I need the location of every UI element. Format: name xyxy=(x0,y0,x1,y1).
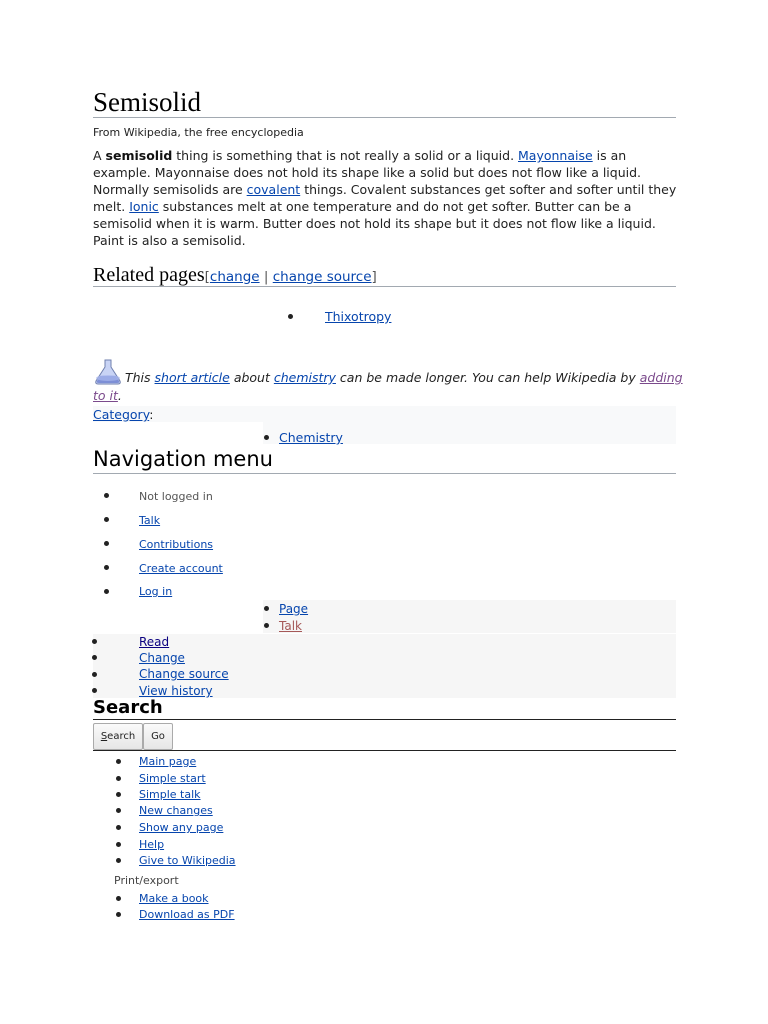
main-page-link[interactable]: Main page xyxy=(139,755,197,768)
bullet-icon xyxy=(116,825,121,830)
search-button-label: earch xyxy=(107,731,136,742)
change-link[interactable]: change xyxy=(209,269,260,285)
search-button[interactable]: Search xyxy=(93,723,143,750)
bullet-icon xyxy=(104,589,109,594)
print-export-heading: Print/export xyxy=(114,874,179,887)
edit-links: [change | change source] xyxy=(204,269,377,285)
log-in-link[interactable]: Log in xyxy=(139,585,173,598)
bullet-icon xyxy=(116,896,121,901)
tagline: From Wikipedia, the free encyclopedia xyxy=(93,126,304,139)
simple-talk-link[interactable]: Simple talk xyxy=(139,788,201,801)
bullet-icon xyxy=(288,314,293,319)
short-article-link[interactable]: short article xyxy=(154,370,230,385)
make-a-book-link[interactable]: Make a book xyxy=(139,892,209,905)
covalent-link[interactable]: covalent xyxy=(246,182,301,197)
change-source-link[interactable]: change source xyxy=(272,269,372,285)
bullet-icon xyxy=(92,655,97,660)
namespaces-panel xyxy=(263,600,676,633)
contributions-link[interactable]: Contributions xyxy=(139,538,214,551)
show-any-page-link[interactable]: Show any page xyxy=(139,821,224,834)
bullet-icon xyxy=(92,672,97,677)
tab-change-source[interactable]: Change source xyxy=(139,667,229,681)
bullet-icon xyxy=(104,493,109,498)
talk-link[interactable]: Talk xyxy=(139,514,161,527)
stub-notice: This short article about chemistry can be made longer. You can help Wikipedia by adding to it. xyxy=(93,358,683,405)
bullet-icon xyxy=(264,623,269,628)
bullet-icon xyxy=(116,912,121,917)
related-pages-heading: Related pages[change | change source] xyxy=(93,263,676,287)
bullet-icon xyxy=(116,792,121,797)
go-button[interactable]: Go xyxy=(143,723,173,750)
category-link[interactable]: Category xyxy=(93,407,150,422)
bold-term: semisolid xyxy=(105,148,173,163)
tab-change[interactable]: Change xyxy=(139,651,185,665)
not-logged-in: Not logged in xyxy=(139,490,213,503)
give-to-wikipedia-link[interactable]: Give to Wikipedia xyxy=(139,854,236,867)
ionic-link[interactable]: Ionic xyxy=(129,199,159,214)
bullet-icon xyxy=(104,565,109,570)
help-link[interactable]: Help xyxy=(139,838,165,851)
bullet-icon xyxy=(116,858,121,863)
search-divider xyxy=(93,750,676,751)
bullet-icon xyxy=(264,435,269,440)
bullet-icon xyxy=(116,808,121,813)
intro-paragraph: A semisolid thing is something that is not really a solid or a liquid. Mayonnaise is an example. Mayonnaise does not hold its shape like a solid but does not flow like a liquid. Normally semisolids are covalent things. Covalent substances get softer and softer until they melt. Ionic substances melt at one temperature and do not get softer. Butter can be a semisolid when it is warm. Butter does not hold its shape but it does not flow like a liquid. Paint is also a semisolid. xyxy=(93,148,677,248)
category-chemistry-link[interactable]: Chemistry xyxy=(279,430,343,445)
category-label: Category: xyxy=(93,407,154,422)
chemistry-link[interactable]: chemistry xyxy=(273,370,336,385)
adding-to-it-link[interactable]: adding to it xyxy=(93,370,683,403)
download-pdf-link[interactable]: Download as PDF xyxy=(139,908,235,921)
bullet-icon xyxy=(92,639,97,644)
bullet-icon xyxy=(116,842,121,847)
category-box-gap xyxy=(93,422,263,444)
flask-icon xyxy=(93,358,123,386)
page-title: Semisolid xyxy=(93,86,676,118)
bullet-icon xyxy=(116,759,121,764)
search-heading: Search xyxy=(93,697,676,720)
create-account-link[interactable]: Create account xyxy=(139,562,223,575)
tab-read[interactable]: Read xyxy=(139,635,170,649)
navigation-menu-heading: Navigation menu xyxy=(93,445,676,474)
thixotropy-link[interactable]: Thixotropy xyxy=(325,309,392,324)
new-changes-link[interactable]: New changes xyxy=(139,804,213,817)
bullet-icon xyxy=(92,688,97,693)
bullet-icon xyxy=(264,606,269,611)
bullet-icon xyxy=(116,776,121,781)
tab-view-history[interactable]: View history xyxy=(139,684,213,698)
bullet-icon xyxy=(104,541,109,546)
tab-page[interactable]: Page xyxy=(279,602,309,616)
tab-talk[interactable]: Talk xyxy=(279,619,302,633)
bullet-icon xyxy=(104,517,109,522)
simple-start-link[interactable]: Simple start xyxy=(139,772,206,785)
mayonnaise-link[interactable]: Mayonnaise xyxy=(518,148,593,163)
